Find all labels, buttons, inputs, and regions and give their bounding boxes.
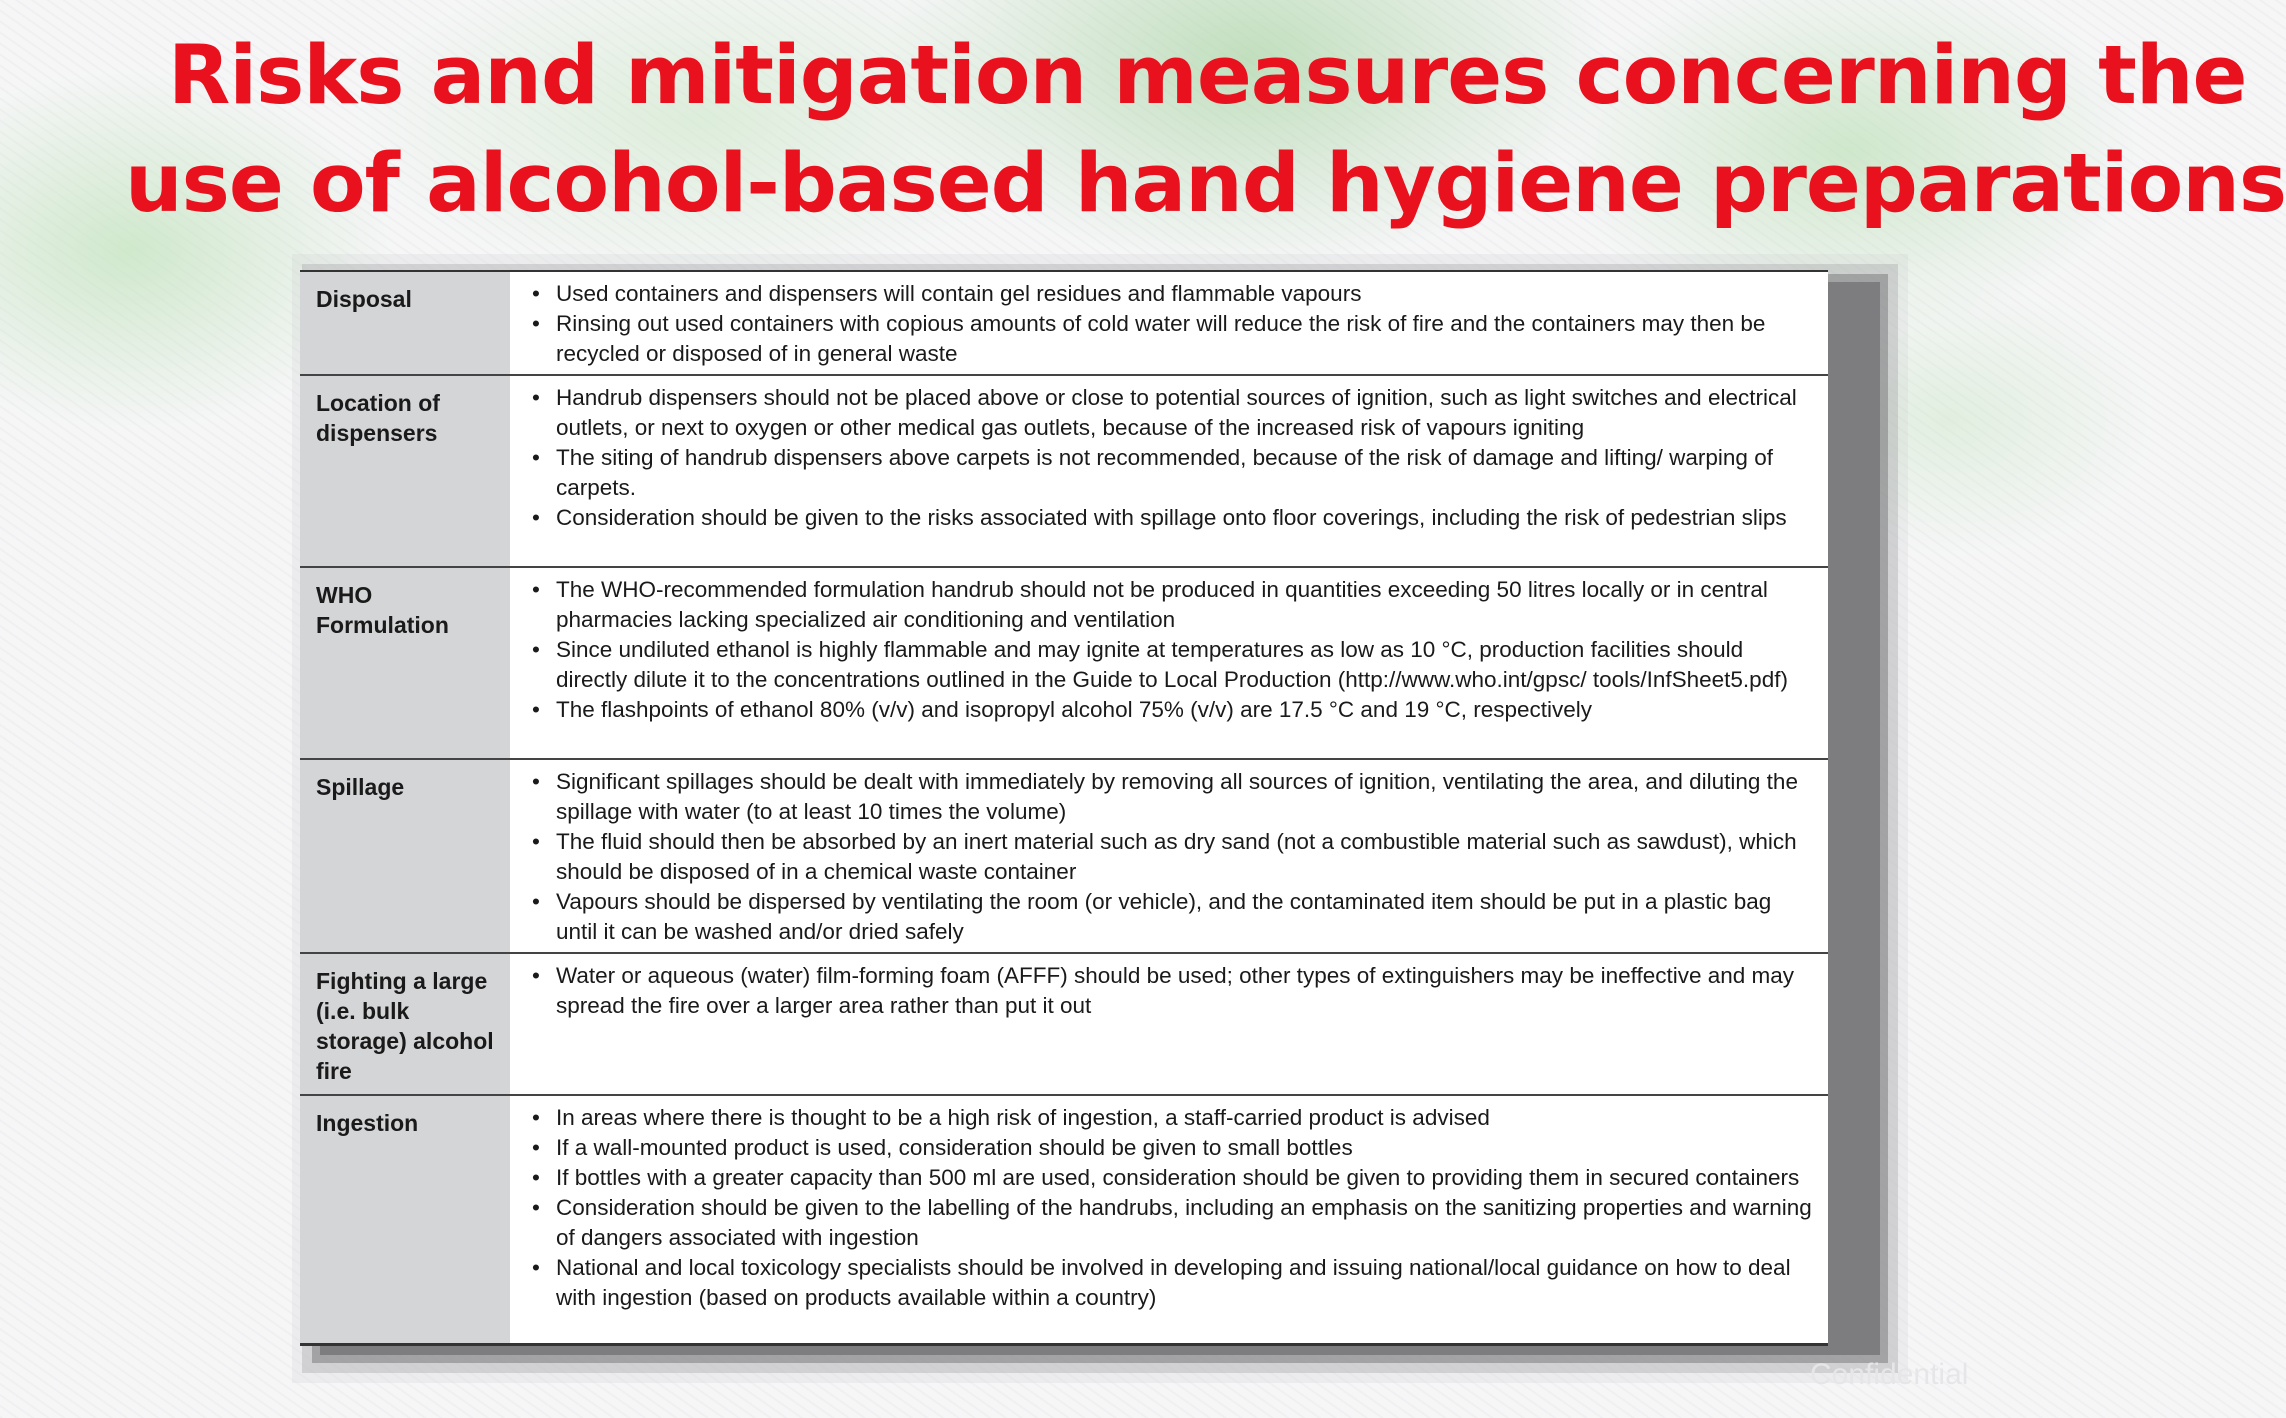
measures-cell [510, 953, 1828, 1095]
list-item: • Significant spillages should be dealt with immediately by removing all sources of ignition, ventilating the area, and diluting the spillage with water (to at least 10 times the volume) [520, 767, 1812, 827]
list-item: • Handrub dispensers should not be placed above or close to potential sources of ignition, such as light switches and electrical outlets, or next to oxygen or other medical gas outlets, because of the increased risk of vapours igniting [520, 383, 1812, 443]
measures-cell [510, 272, 1828, 375]
measures-list [520, 1103, 1812, 1313]
measures-list [520, 575, 1812, 725]
category-cell: Disposal [300, 272, 510, 375]
list-item: • Consideration should be given to the risks associated with spillage onto floor coverings, including the risk of pedestrian slips [520, 503, 1812, 533]
slide-title-line-1: Risks and mitigation measures concerning the [168, 29, 2247, 123]
slide-title-line-2: use of alcohol-based hand hygiene preparations [125, 137, 2286, 231]
category-cell: Ingestion [300, 1095, 510, 1343]
measures-cell [510, 759, 1828, 953]
list-item: • The flashpoints of ethanol 80% (v/v) and isopropyl alcohol 75% (v/v) are 17.5 °C and 19 °C, respectively [520, 695, 1812, 725]
list-item: • Rinsing out used containers with copious amounts of cold water will reduce the risk of fire and the containers may then be recycled or disposed of in general waste [520, 309, 1812, 369]
list-item: • The fluid should then be absorbed by an inert material such as dry sand (not a combustible material such as sawdust), which should be disposed of in a chemical waste container [520, 827, 1812, 887]
list-item: • The WHO-recommended formulation handrub should not be produced in quantities exceeding 50 litres locally or in central pharmacies lacking specialized air conditioning and ventilation [520, 575, 1812, 635]
confidential-watermark: Confidential [1810, 1358, 1969, 1391]
list-item: • Consideration should be given to the labelling of the handrubs, including an emphasis on the sanitizing properties and warning of dangers associated with ingestion [520, 1193, 1812, 1253]
table-row-ingestion [300, 1095, 1828, 1343]
category-cell: Location of dispensers [300, 375, 510, 567]
list-item: • Since undiluted ethanol is highly flammable and may ignite at temperatures as low as 10 °C, production facilities should directly dilute it to the concentrations outlined in the Guide to Local Production (http://www.who.int/gpsc/ tools/InfSheet5.pdf) [520, 635, 1812, 695]
list-item: • National and local toxicology specialists should be involved in developing and issuing national/local guidance on how to deal with ingestion (based on products available within a country) [520, 1253, 1812, 1313]
risk-table [300, 272, 1828, 1343]
list-item: • Water or aqueous (water) film-forming foam (AFFF) should be used; other types of extinguishers may be ineffective and may spread the fire over a larger area rather than put it out [520, 961, 1812, 1021]
table-row-spillage [300, 759, 1828, 953]
category-cell: WHO Formulation [300, 567, 510, 759]
measures-list [520, 383, 1812, 533]
measures-cell [510, 1095, 1828, 1343]
category-cell: Spillage [300, 759, 510, 953]
table-row-fighting-alcohol-fire [300, 953, 1828, 1095]
list-item: • In areas where there is thought to be a high risk of ingestion, a staff-carried product is advised [520, 1103, 1812, 1133]
list-item: • Vapours should be dispersed by ventilating the room (or vehicle), and the contaminated item should be put in a plastic bag until it can be washed and/or dried safely [520, 887, 1812, 947]
measures-list [520, 279, 1812, 369]
list-item: • If a wall-mounted product is used, consideration should be given to small bottles [520, 1133, 1812, 1163]
category-cell: Fighting a large (i.e. bulk storage) alcohol fire [300, 953, 510, 1095]
list-item: • The siting of handrub dispensers above carpets is not recommended, because of the risk of damage and lifting/ warping of carpets. [520, 443, 1812, 503]
list-item: • If bottles with a greater capacity than 500 ml are used, consideration should be given to providing them in secured containers [520, 1163, 1812, 1193]
measures-cell [510, 375, 1828, 567]
table-row-location-of-dispensers [300, 375, 1828, 567]
measures-cell [510, 567, 1828, 759]
table-row-who-formulation [300, 567, 1828, 759]
risk-mitigation-table [300, 270, 1828, 1346]
slide-title [40, 22, 2286, 238]
table-row-disposal [300, 272, 1828, 375]
measures-list [520, 767, 1812, 947]
measures-list [520, 961, 1812, 1021]
list-item: • Used containers and dispensers will contain gel residues and flammable vapours [520, 279, 1812, 309]
